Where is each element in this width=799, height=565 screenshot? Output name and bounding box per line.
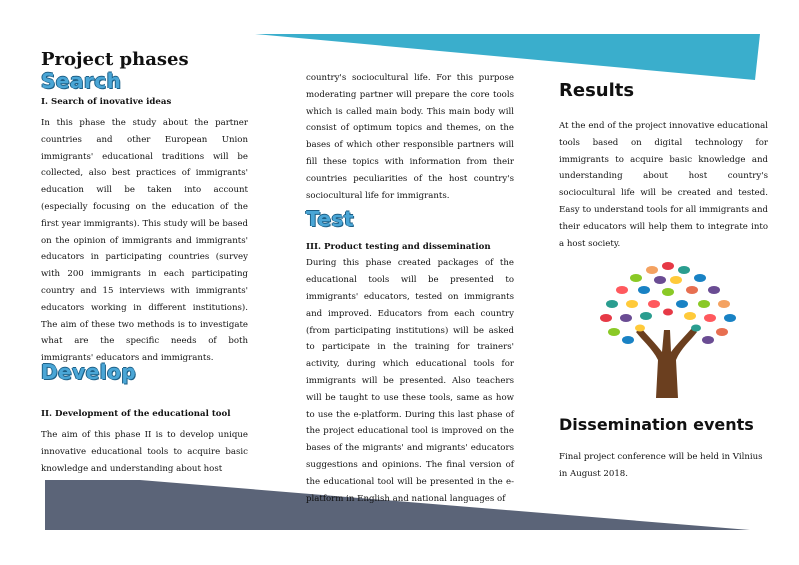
phase2-text: The aim of this phase II is to develop unique innovative educational tools to acquire basic knowledge and understanding about host [41,429,248,474]
page-title: Project phases [41,49,189,70]
column-dissemination [559,415,768,483]
phase3-text: During this phase created packages of the educational tools will be presented to immigrants' educators, tested on immigrants and improved. Educators from each country (from participating institutions) will be asked to participate in the training for trainers' activity, during which educational tools for immigrants will be presented. Also teachers will be taught to use these tools, same as how to use the e-platform. During this last phase of the project educational tool is improved on the bases of the migrants' and migrants' educators suggestions and opinions. The final version of the educational tool will be presented in the e-platform in English and national languages of [306,258,514,504]
column-project-phases [41,50,248,477]
dissemination-title: Dissemination events [559,415,754,434]
phase1-subheading: I. Search of inovative ideas [41,97,172,107]
dissemination-text: Final project conference will be held in Vilnius in August 2018. [559,452,763,479]
phase1-text: In this phase the study about the partner countries and other European Union immigrants' educational traditions will be collected, also best practices of immigrants' education will be taken into account (especially focusing on the education of the first year immigrants). This study will be based on the opinion of immigrants and immigrants' educators in participating countries (survey with 200 immigrants in each participating country and 15 interviews with immigrants' educators working in different institutions). The aim of these two methods is to investigate what are the specific needs of both immigrants' educators and immigrants. [41,118,248,364]
results-title: Results [559,80,635,101]
phase2-subheading: II. Development of the educational tool [41,408,231,419]
test-heading: Test [306,207,355,232]
develop-heading: Develop [41,359,137,384]
column-results [559,80,768,252]
tree-trunk [636,328,697,398]
phase3-subheading: III. Product testing and dissemination [306,242,491,253]
results-text: At the end of the project innovative educational tools based on digital technology for immigrants to acquire basic knowledge and understanding about host country's sociocultural life will be created and tested. Easy to understand tools for all immigrants and their educators will help them to integrate into a host society. [559,121,768,249]
hands-tree-illustration [574,248,762,398]
search-heading: Search [41,69,122,93]
phase2-continued-text: country's sociocultural life. For this purpose moderating partner will prepare the core tools which is called main body. This main body will consist of optimum topics and themes, on the bases of which other responsible partners will fill these topics with information from their countries peculiarities of the host country's sociocultural life for immigrants. [306,73,514,201]
column-phase-continuation [306,70,514,507]
